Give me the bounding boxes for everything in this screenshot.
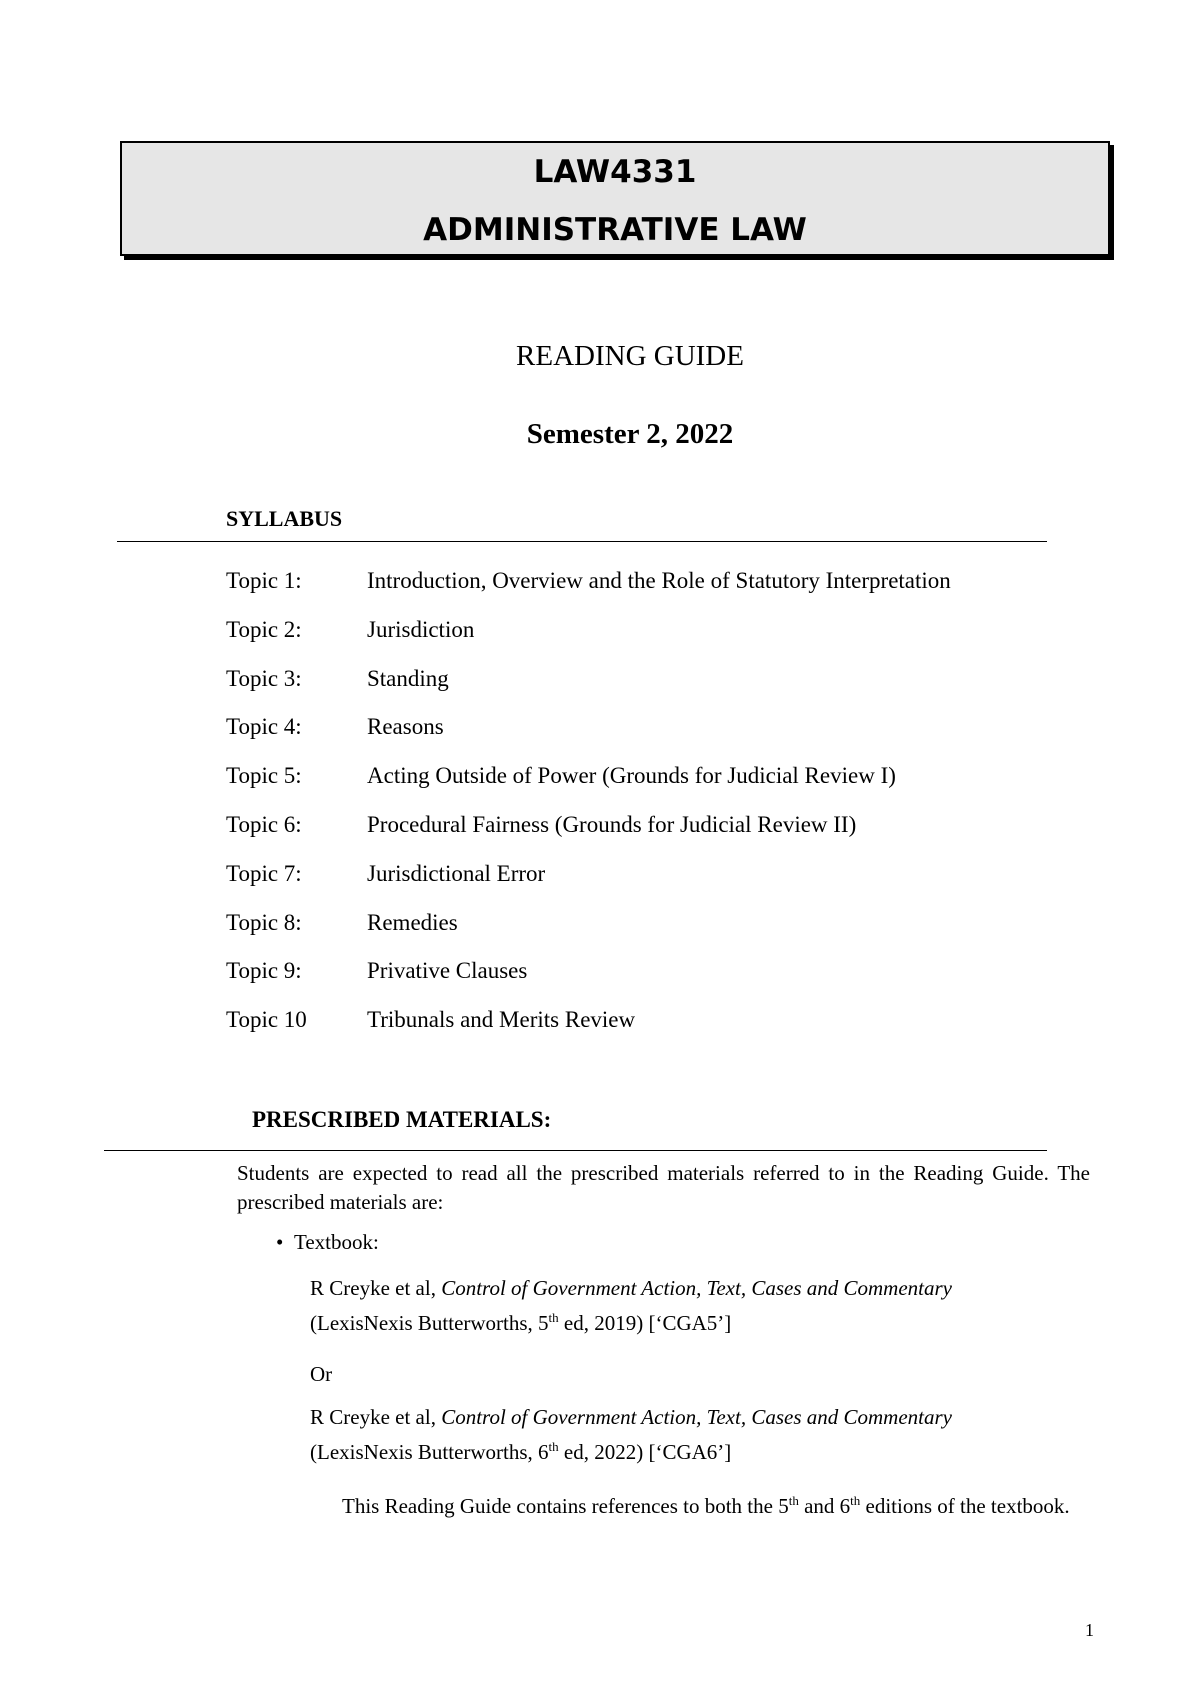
ref-edition: ed, 2019) [‘CGA5’] — [558, 1311, 732, 1335]
textbook-reference-6th — [310, 1403, 1090, 1467]
ref-author: R Creyke et al, — [310, 1405, 442, 1429]
topic-title: Jurisdiction — [367, 616, 475, 642]
topic-number: Topic 6: — [226, 811, 302, 837]
topic-number: Topic 9: — [226, 958, 302, 984]
editions-note — [342, 1485, 1090, 1522]
ref-author: R Creyke et al, — [310, 1276, 442, 1300]
ordinal-suffix: th — [548, 1439, 559, 1454]
ref-title: Control of Government Action, Text, Cases and Commentary — [441, 1405, 952, 1429]
ordinal-suffix: th — [850, 1493, 861, 1508]
topic-title: Reasons — [367, 714, 444, 740]
topic-title: Tribunals and Merits Review — [367, 1007, 636, 1033]
topic-title: Introduction, Overview and the Role of Statutory Interpretation — [367, 568, 951, 593]
topic-title: Acting Outside of Power (Grounds for Judicial Review I) — [367, 763, 896, 789]
ref-publisher: (LexisNexis Butterworths, 6 — [310, 1440, 549, 1464]
topic-number: Topic 4: — [226, 714, 302, 740]
textbook-reference-5th — [310, 1274, 1090, 1338]
course-code: LAW4331 — [533, 154, 697, 190]
semester-label: Semester 2, 2022 — [526, 418, 734, 450]
materials-divider — [104, 1150, 1047, 1151]
guide-title: READING GUIDE — [516, 340, 744, 372]
materials-heading: PRESCRIBED MATERIALS: — [252, 1107, 552, 1132]
topic-number: Topic 10 — [226, 1007, 307, 1033]
topic-title: Remedies — [367, 909, 458, 935]
topic-number: Topic 5: — [226, 763, 302, 789]
syllabus-divider — [117, 541, 1047, 542]
ref-title: Control of Government Action, Text, Cases and Commentary — [441, 1276, 952, 1300]
topic-number: Topic 8: — [226, 909, 302, 935]
syllabus-heading: SYLLABUS — [226, 506, 343, 531]
ordinal-suffix: th — [788, 1493, 799, 1508]
course-name: ADMINISTRATIVE LAW — [423, 212, 807, 248]
bullet-label: Textbook: — [294, 1230, 379, 1254]
topic-title: Privative Clauses — [367, 958, 528, 984]
topic-title: Procedural Fairness (Grounds for Judicial Review II) — [367, 811, 857, 837]
topic-number: Topic 2: — [226, 616, 302, 642]
ref-edition: ed, 2022) [‘CGA6’] — [558, 1440, 732, 1464]
topic-title: Standing — [367, 665, 449, 691]
note-text: This Reading Guide contains references to both the 5 — [342, 1494, 789, 1518]
page-number: 1 — [1085, 1620, 1094, 1640]
textbook-bullet — [276, 1230, 379, 1255]
bullet-icon: • — [276, 1230, 284, 1254]
topic-number: Topic 7: — [226, 860, 302, 886]
course-title-box — [120, 141, 1110, 256]
or-separator: Or — [310, 1362, 333, 1386]
ordinal-suffix: th — [548, 1310, 559, 1325]
ref-publisher: (LexisNexis Butterworths, 5 — [310, 1311, 549, 1335]
note-text: editions of the textbook. — [860, 1494, 1070, 1518]
topic-number: Topic 3: — [226, 665, 302, 691]
topic-number: Topic 1: — [226, 568, 302, 593]
materials-intro: Students are expected to read all the prescribed materials referred to in the Reading Guide. The prescribed materials are: — [237, 1161, 1090, 1214]
note-text: and 6 — [798, 1494, 851, 1518]
topic-title: Jurisdictional Error — [367, 860, 546, 886]
